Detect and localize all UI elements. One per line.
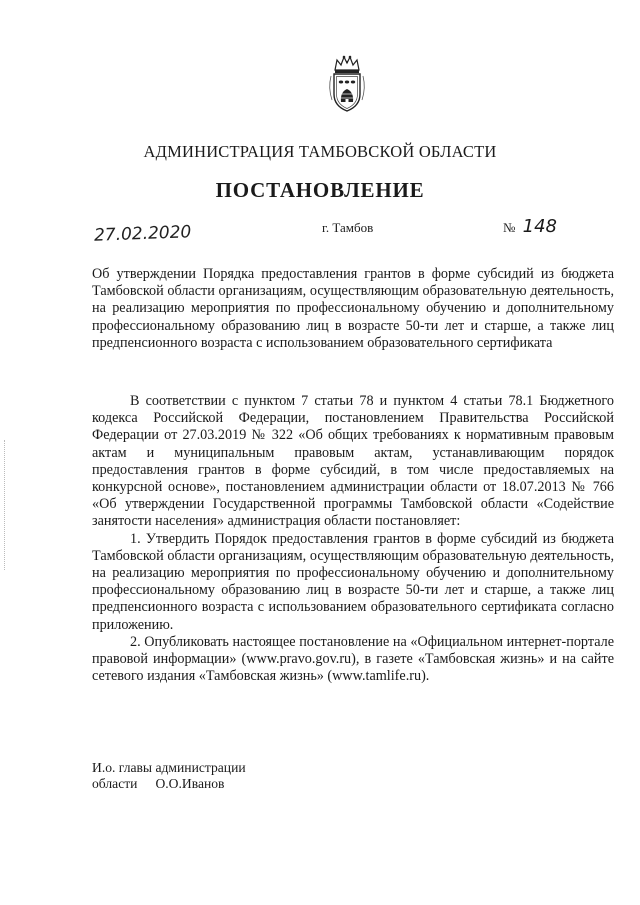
document-date: 27.02.2020: [93, 222, 192, 246]
document-subject: Об утверждении Порядка предоставления грантов в форме субсидий из бюджета Тамбовской области организациям, осуществляющим образовательную деятельность, на реализацию мероприятия по профессиональному обучению и дополнительному профессиональному образованию лиц в возрасте 50-ти лет и старше, а также лиц предпенсионного возраста с использованием образовательного сертификата: [92, 266, 614, 351]
signature-block: [92, 760, 246, 792]
preamble-paragraph: В соответствии с пунктом 7 статьи 78 и пунктом 4 статьи 78.1 Бюджетного кодекса Российской Федерации, постановлением Правительства Российской Федерации от 27.03.2019 № 322 «Об общих требованиях к нормативным правовым актам и муниципальным правовым актам, устанавливающим порядок предоставления грантов в форме субсидий, в том числе предоставляемых на конкурсной основе», постановлением администрации области от 18.07.2013 № 766 «Об утверждении Государственной программы Тамбовской области «Содействие занятости населения» администрация области постановляет:: [92, 393, 614, 530]
tambov-coat-of-arms-icon: [326, 54, 368, 114]
document-type: ПОСТАНОВЛЕНИЕ: [215, 178, 425, 202]
signatory-region: области: [92, 776, 138, 791]
agency-name: АДМИНИСТРАЦИЯ ТАМБОВСКОЙ ОБЛАСТИ: [143, 142, 497, 161]
scan-margin-mark: [4, 440, 9, 570]
document-number: [503, 216, 557, 237]
number-value: 148: [522, 216, 558, 237]
item-1-paragraph: 1. Утвердить Порядок предоставления грантов в форме субсидий из бюджета Тамбовской области организациям, осуществляющим образовательную деятельность, на реализацию мероприятия по профессиональному обучению и дополнительному профессиональному образованию лиц в возрасте 50-ти лет и старше, а также лиц предпенсионного возраста с использованием образовательного сертификата согласно приложению.: [92, 530, 614, 633]
item-2-paragraph: 2. Опубликовать настоящее постановление на «Официальном интернет-портале правовой информации» (www.pravo.gov.ru), в газете «Тамбовская жизнь» и на сайте сетевого издания «Тамбовская жизнь» (www.tamlife.ru).: [92, 633, 614, 685]
document-city: г. Тамбов: [322, 220, 374, 235]
number-label: №: [503, 220, 516, 235]
signatory-position: И.о. главы администрации: [92, 760, 246, 775]
document-body: [92, 393, 614, 685]
signatory-name: О.О.Иванов: [155, 776, 225, 791]
